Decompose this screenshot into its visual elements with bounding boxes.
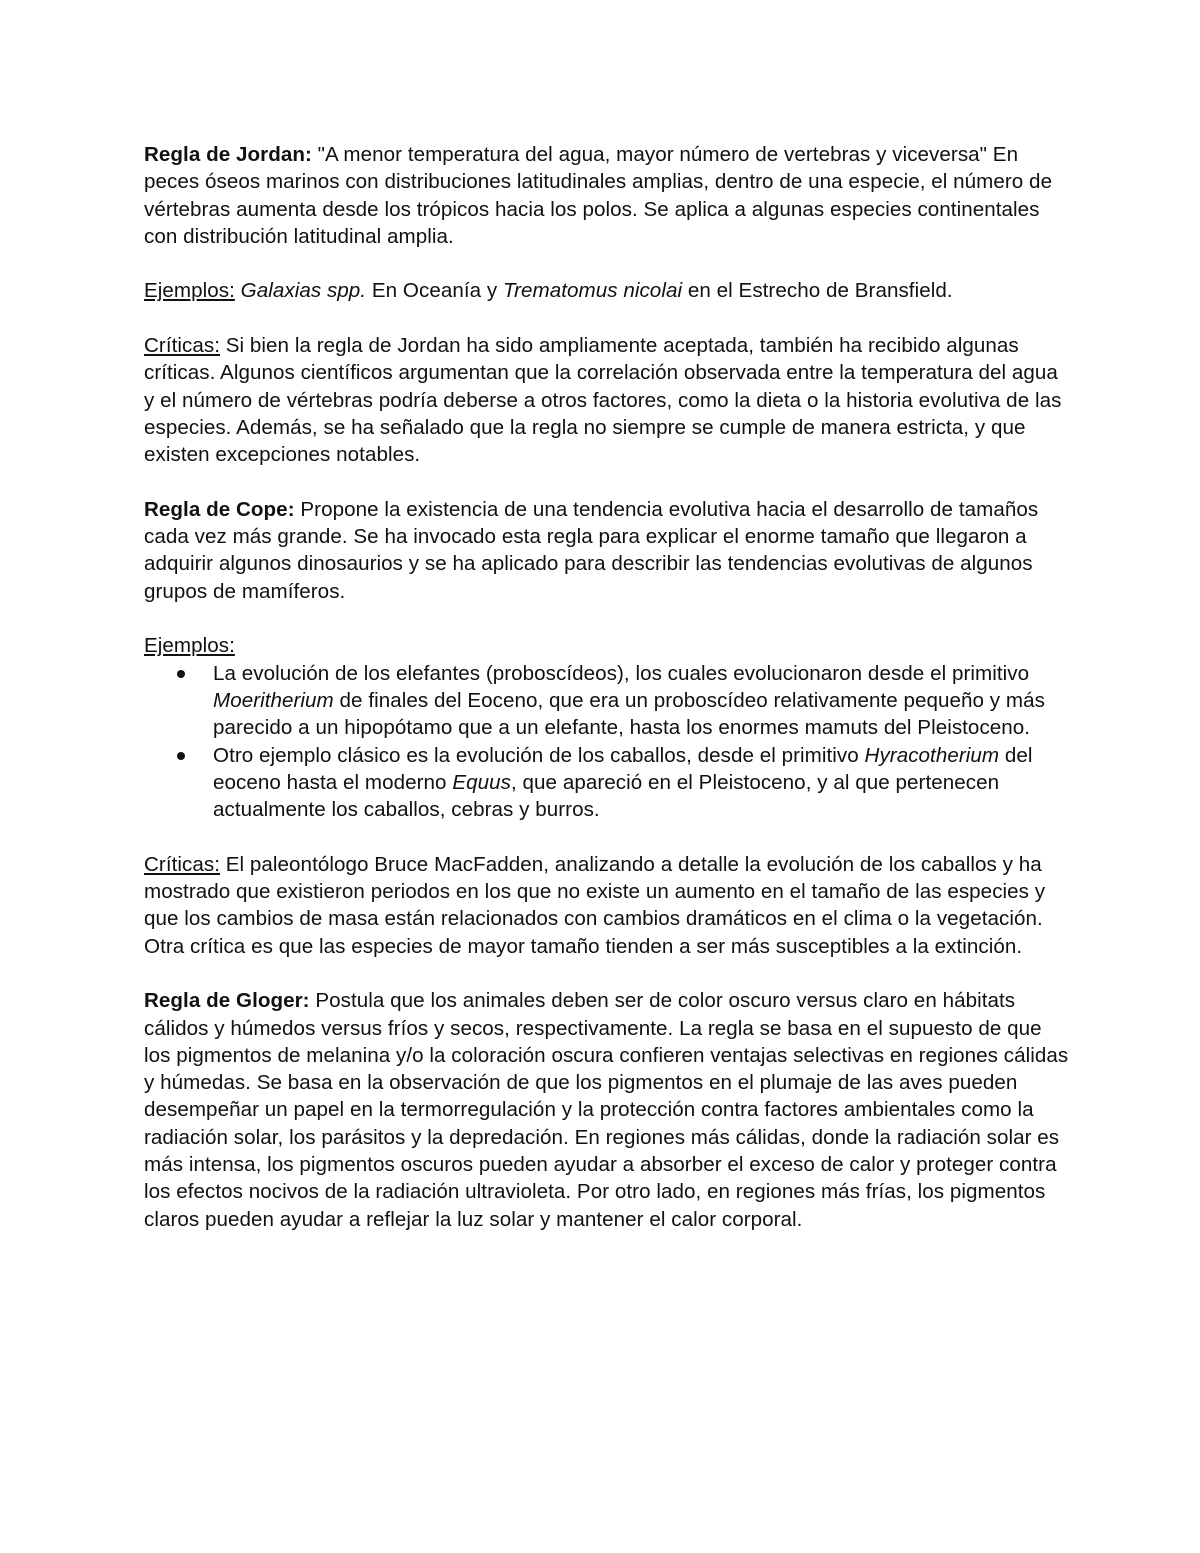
cope-examples-list — [144, 660, 1069, 824]
jordan-examples-label: Ejemplos: — [144, 279, 235, 303]
jordan-paragraph — [144, 141, 1069, 250]
jordan-title: Regla de Jordan: — [144, 143, 312, 166]
gloger-text: Postula que los animales deben ser de color oscuro versus claro en hábitats cálidos y húmedos versus fríos y secos, respectivamente. La regla se basa en el supuesto de que los pigmentos de melanina y/o la coloración oscura confieren ventajas selectivas en regiones cálidas y húmedas. Se basa en la observación de que los pigmentos en el plumaje de las aves pueden desempeñar un papel en la termorregulación y la protección contra factores ambientales como la radiación solar, los parásitos y la depredación. En regiones más cálidas, donde la radiación solar es más intensa, los pigmentos oscuros pueden ayudar a absorber el exceso de calor y proteger contra los efectos nocivos de la radiación ultravioleta. Por otro lado, en regiones más frías, los pigmentos claros pueden ayudar a reflejar la luz solar y mantener el calor corporal. — [144, 989, 1069, 1231]
bullet-icon — [177, 752, 185, 760]
jordan-criticas-text: Si bien la regla de Jordan ha sido ampliamente aceptada, también ha recibido algunas críticas. Algunos científicos argumentan que la correlación observada entre la temperatura del agua y el número de vértebras podría deberse a otros factores, como la dieta o la historia evolutiva de las especies. Además, se ha señalado que la regla no siempre se cumple de manera estricta, y que existen excepciones notables. — [144, 334, 1062, 467]
jordan-examples-text: En Oceanía y — [366, 279, 504, 303]
cope-criticas-2 — [144, 933, 1069, 960]
jordan-examples — [144, 277, 1069, 304]
cope-criticas — [144, 851, 1069, 933]
gloger-paragraph — [144, 987, 1069, 1233]
cope-criticas-text: El paleontólogo Bruce MacFadden, analizando a detalle la evolución de los caballos y ha mostrado que existieron periodos en los que no existe un aumento en el tamaño de las especies y que los cambios de masa están relacionados con cambios dramáticos en el clima o la vegetación. — [144, 852, 1046, 931]
jordan-examples-end: en el Estrecho de Bransfield. — [682, 279, 953, 303]
cope-paragraph — [144, 496, 1069, 605]
bullet2-text-b: del eoceno hasta el moderno — [213, 743, 1033, 794]
jordan-criticas-label: Críticas: — [144, 334, 220, 358]
gloger-title: Regla de Gloger: — [144, 989, 310, 1013]
species-galaxias: Galaxias spp. — [240, 279, 367, 303]
bullet1-text-a: La evolución de los elefantes (proboscídeos), los cuales evolucionaron desde el primitivo — [213, 661, 1030, 685]
list-item — [144, 742, 1069, 824]
bullet1-text-b: de finales del Eoceno, que era un proboscídeo relativamente pequeño y más parecido a un hipopótamo que a un elefante, hasta los enormes mamuts del Pleistoceno. — [213, 688, 1045, 740]
species-trematomus: Trematomus nicolai — [503, 279, 683, 303]
list-item — [144, 660, 1069, 742]
cope-title: Regla de Cope: — [144, 497, 295, 521]
cope-examples-label: Ejemplos: — [144, 634, 235, 658]
cope-examples-heading — [144, 632, 1069, 659]
species-moeritherium: Moeritherium — [213, 688, 334, 712]
jordan-criticas — [144, 332, 1069, 468]
bullet-icon — [177, 670, 185, 678]
cope-criticas-text2: Otra crítica es que las especies de mayor tamaño tienden a ser más susceptibles a la extinción. — [144, 934, 1023, 958]
document-body — [144, 141, 1069, 1260]
bullet2-text-a: Otro ejemplo clásico es la evolución de los caballos, desde el primitivo — [213, 743, 865, 767]
cope-criticas-label: Críticas: — [144, 852, 220, 876]
species-equus: Equus — [452, 770, 511, 794]
bullet2-text-c: , que apareció en el Pleistoceno, y al que pertenecen actualmente los caballos, cebras y burros. — [213, 770, 1000, 822]
jordan-text: "A menor temperatura del agua, mayor número de vertebras y viceversa" En peces óseos marinos con distribuciones latitudinales amplias, dentro de una especie, el número de vértebras aumenta desde los trópicos hacia los polos. Se aplica a algunas especies continentales con distribución latitudinal amplia. — [144, 143, 1053, 248]
species-hyracotherium: Hyracotherium — [864, 743, 1000, 767]
cope-text: Propone la existencia de una tendencia evolutiva hacia el desarrollo de tamaños cada vez más grande. Se ha invocado esta regla para explicar el enorme tamaño que llegaron a adquirir algunos dinosaurios y se ha aplicado para describir las tendencias evolutivas de algunos grupos de mamíferos. — [144, 497, 1039, 603]
